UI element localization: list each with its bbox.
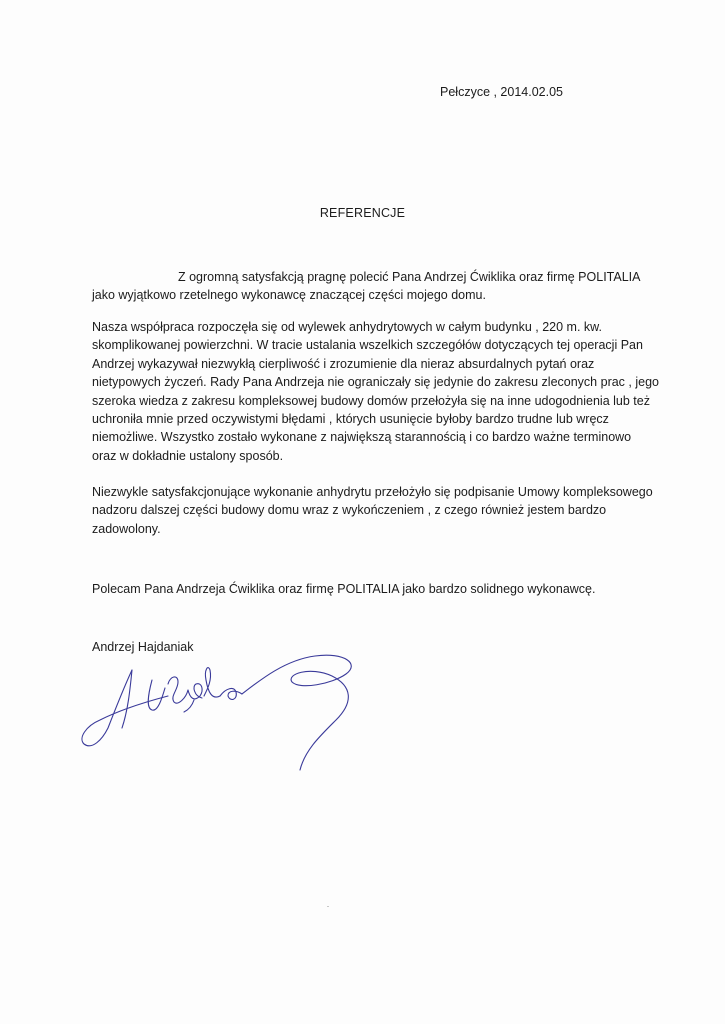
place-and-date: Pełczyce , 2014.02.05 — [440, 85, 563, 99]
handwritten-signature — [70, 640, 370, 780]
paragraph-line: Andrzej wykazywał niezwykłą cierpliwość i zrozumienie dla nieraz absurdalnych pytań oraz — [92, 356, 595, 371]
paragraph-cooperation — [92, 318, 659, 465]
paragraph-line: uchroniła mnie przed oczywistymi błędami , których usunięcie byłoby bardzo trudne lub wręcz — [92, 412, 609, 427]
intro-line: Z ogromną satysfakcją pragnę polecić Pana Andrzej Ćwiklika oraz firmę POLITALIA — [178, 270, 641, 284]
paragraph-line: niemożliwe. Wszystko zostało wykonane z największą starannością i co bardzo ważne terminowo — [92, 430, 632, 445]
paragraph-line: Nasza współpraca rozpoczęła się od wylewek anhydrytowych w całym budynku , 220 m. kw. — [92, 320, 602, 334]
letter-title: REFERENCJE — [319, 206, 406, 220]
paragraph-supervision — [92, 483, 652, 538]
paragraph-line: skomplikowanej powierzchni. W tracie ustalania wszelkich szczegółów dotyczących tej operacji Pan — [92, 338, 643, 353]
paragraph-recommendation — [92, 580, 652, 598]
paragraph-line: zadowolony. — [92, 521, 161, 536]
paragraph-line: Niezwykle satysfakcjonujące wykonanie anhydrytu przełożyło się podpisanie Umowy kompleksowego — [92, 485, 653, 499]
scan-speck — [327, 906, 329, 907]
paragraph-line: Polecam Pana Andrzeja Ćwiklika oraz firmę POLITALIA jako bardzo solidnego wykonawcę. — [92, 582, 596, 596]
paragraph-line: nietypowych życzeń. Rady Pana Andrzeja nie ograniczały się jedynie do zakresu zleconych prac , jego — [92, 375, 659, 390]
intro-paragraph — [92, 268, 652, 305]
intro-line: jako wyjątkowo rzetelnego wykonawcę znaczącej części mojego domu. — [92, 288, 486, 303]
paragraph-line: nadzoru dalszej części budowy domu wraz z wykończeniem , z czego również jestem bardzo — [92, 503, 607, 518]
paragraph-line: szeroka wiedza z zakresu kompleksowej budowy domów przełożyła się na inne udogodnienia lub też — [92, 393, 650, 408]
paragraph-line: oraz w dokładnie ustalony sposób. — [92, 448, 284, 463]
signer-name: Andrzej Hajdaniak — [92, 640, 194, 654]
